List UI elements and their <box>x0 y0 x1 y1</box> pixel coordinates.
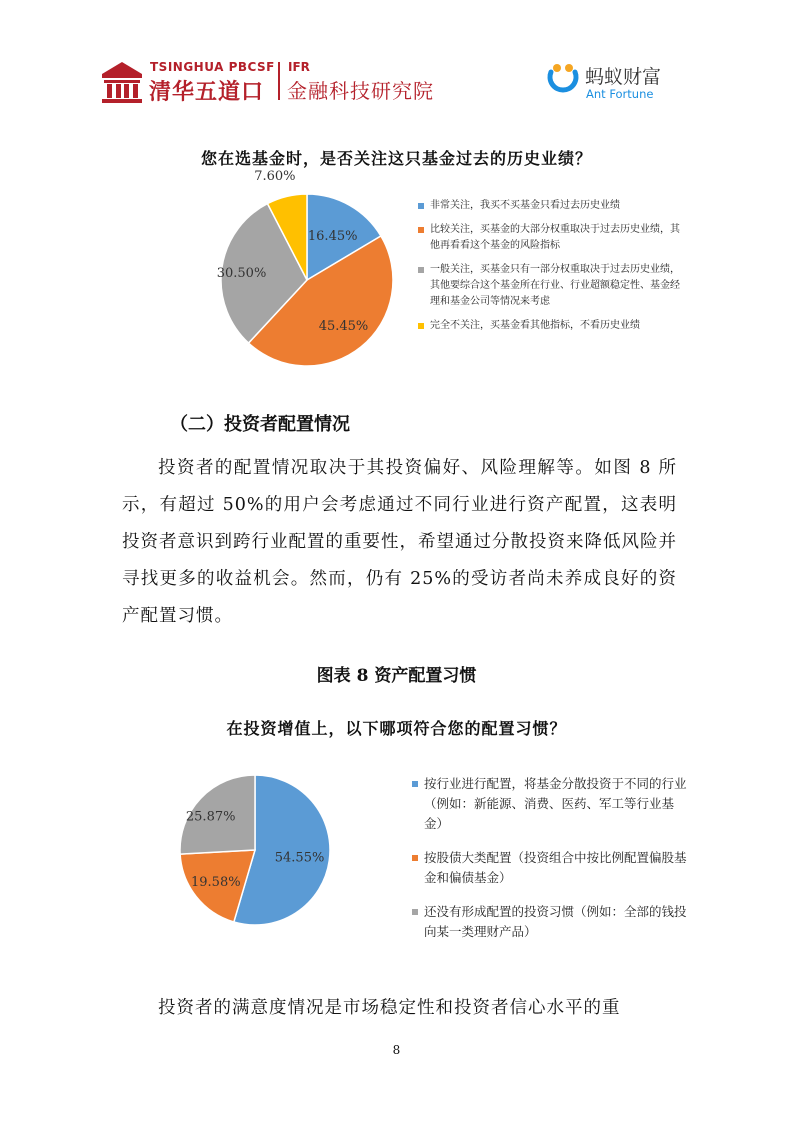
ant-fortune-en: Ant Fortune <box>586 87 654 101</box>
pie-data-label: 30.50% <box>216 266 267 282</box>
page-number: 8 <box>392 1043 401 1057</box>
ant-fortune-cn: 蚂蚁财富 <box>585 66 662 88</box>
ant-fortune-logo <box>545 60 695 110</box>
ifr-en: IFR <box>288 60 310 74</box>
paragraph-1: 投资者的配置情况取决于其投资偏好、风险理解等。如图 8 所示，有超过 50%的用户会考虑通过不同行业进行资产配置，这表明投资者意识到跨行业配置的重要性，希望通过分散投资来降低风险并寻找更多的收益机会。然而，仍有 25%的受访者尚未养成良好的资产配置习惯。 <box>122 458 677 626</box>
section-heading: （二）投资者配置情况 <box>170 414 350 435</box>
legend-entry <box>412 774 687 834</box>
tsinghua-pbcsf-en: TSINGHUA PBCSF <box>150 60 275 74</box>
pie-data-label: 19.58% <box>191 875 241 891</box>
chart1-legend <box>418 198 683 342</box>
chart2-title: 在投资增值上，以下哪项符合您的配置习惯？ <box>226 719 567 738</box>
figure-title: 图表 8 资产配置习惯 <box>316 666 477 686</box>
legend-entry <box>418 198 683 214</box>
legend-swatch <box>418 323 424 329</box>
chart2-legend <box>412 774 687 956</box>
pie-data-label: 54.55% <box>274 850 325 866</box>
legend-label: 非常关注，我买不买基金只看过去历史业绩 <box>430 200 620 211</box>
legend-label: 还没有形成配置的投资习惯（例如：全部的钱投向某一类理财产品） <box>424 904 687 939</box>
pie-data-label: 16.45% <box>307 228 358 244</box>
legend-entry <box>412 902 687 942</box>
chart1-pie <box>205 168 410 383</box>
ifr-cn: 金融科技研究院 <box>287 79 434 103</box>
pie-data-label: 45.45% <box>318 319 369 335</box>
legend-swatch <box>418 227 424 233</box>
legend-swatch <box>412 855 418 861</box>
tsinghua-pbcsf-logo <box>100 58 440 108</box>
legend-entry <box>418 222 683 254</box>
header-divider <box>278 62 280 100</box>
legend-swatch <box>412 909 418 915</box>
legend-swatch <box>418 203 424 209</box>
pie-data-label: 7.60% <box>254 168 296 184</box>
legend-swatch <box>418 267 424 273</box>
chart2-pie <box>165 760 345 940</box>
tsinghua-emblem-icon <box>100 60 144 104</box>
legend-entry <box>418 318 683 334</box>
legend-label: 一般关注，买基金只有一部分权重取决于过去历史业绩，其他要综合这个基金所在行业、行业超额稳定性、基金经理和基金公司等情况来考虑 <box>430 264 680 307</box>
tsinghua-cn: 清华五道口 <box>149 80 265 105</box>
legend-label: 按股债大类配置（投资组合中按比例配置偏股基金和偏债基金） <box>424 850 687 885</box>
legend-entry <box>412 848 687 888</box>
ant-fortune-icon <box>545 62 581 102</box>
legend-label: 比较关注，买基金的大部分权重取决于过去历史业绩，其他再看看这个基金的风险指标 <box>430 224 680 251</box>
paragraph-2: 投资者的满意度情况是市场稳定性和投资者信心水平的重 <box>158 998 621 1018</box>
legend-label: 按行业进行配置，将基金分散投资于不同的行业（例如：新能源、消费、医药、军工等行业基金） <box>424 776 687 831</box>
chart1-title: 您在选基金时，是否关注这只基金过去的历史业绩？ <box>200 149 592 168</box>
pie-data-label: 25.87% <box>185 809 236 825</box>
legend-label: 完全不关注，买基金看其他指标，不看历史业绩 <box>430 320 640 331</box>
legend-entry <box>418 262 683 310</box>
legend-swatch <box>412 781 418 787</box>
